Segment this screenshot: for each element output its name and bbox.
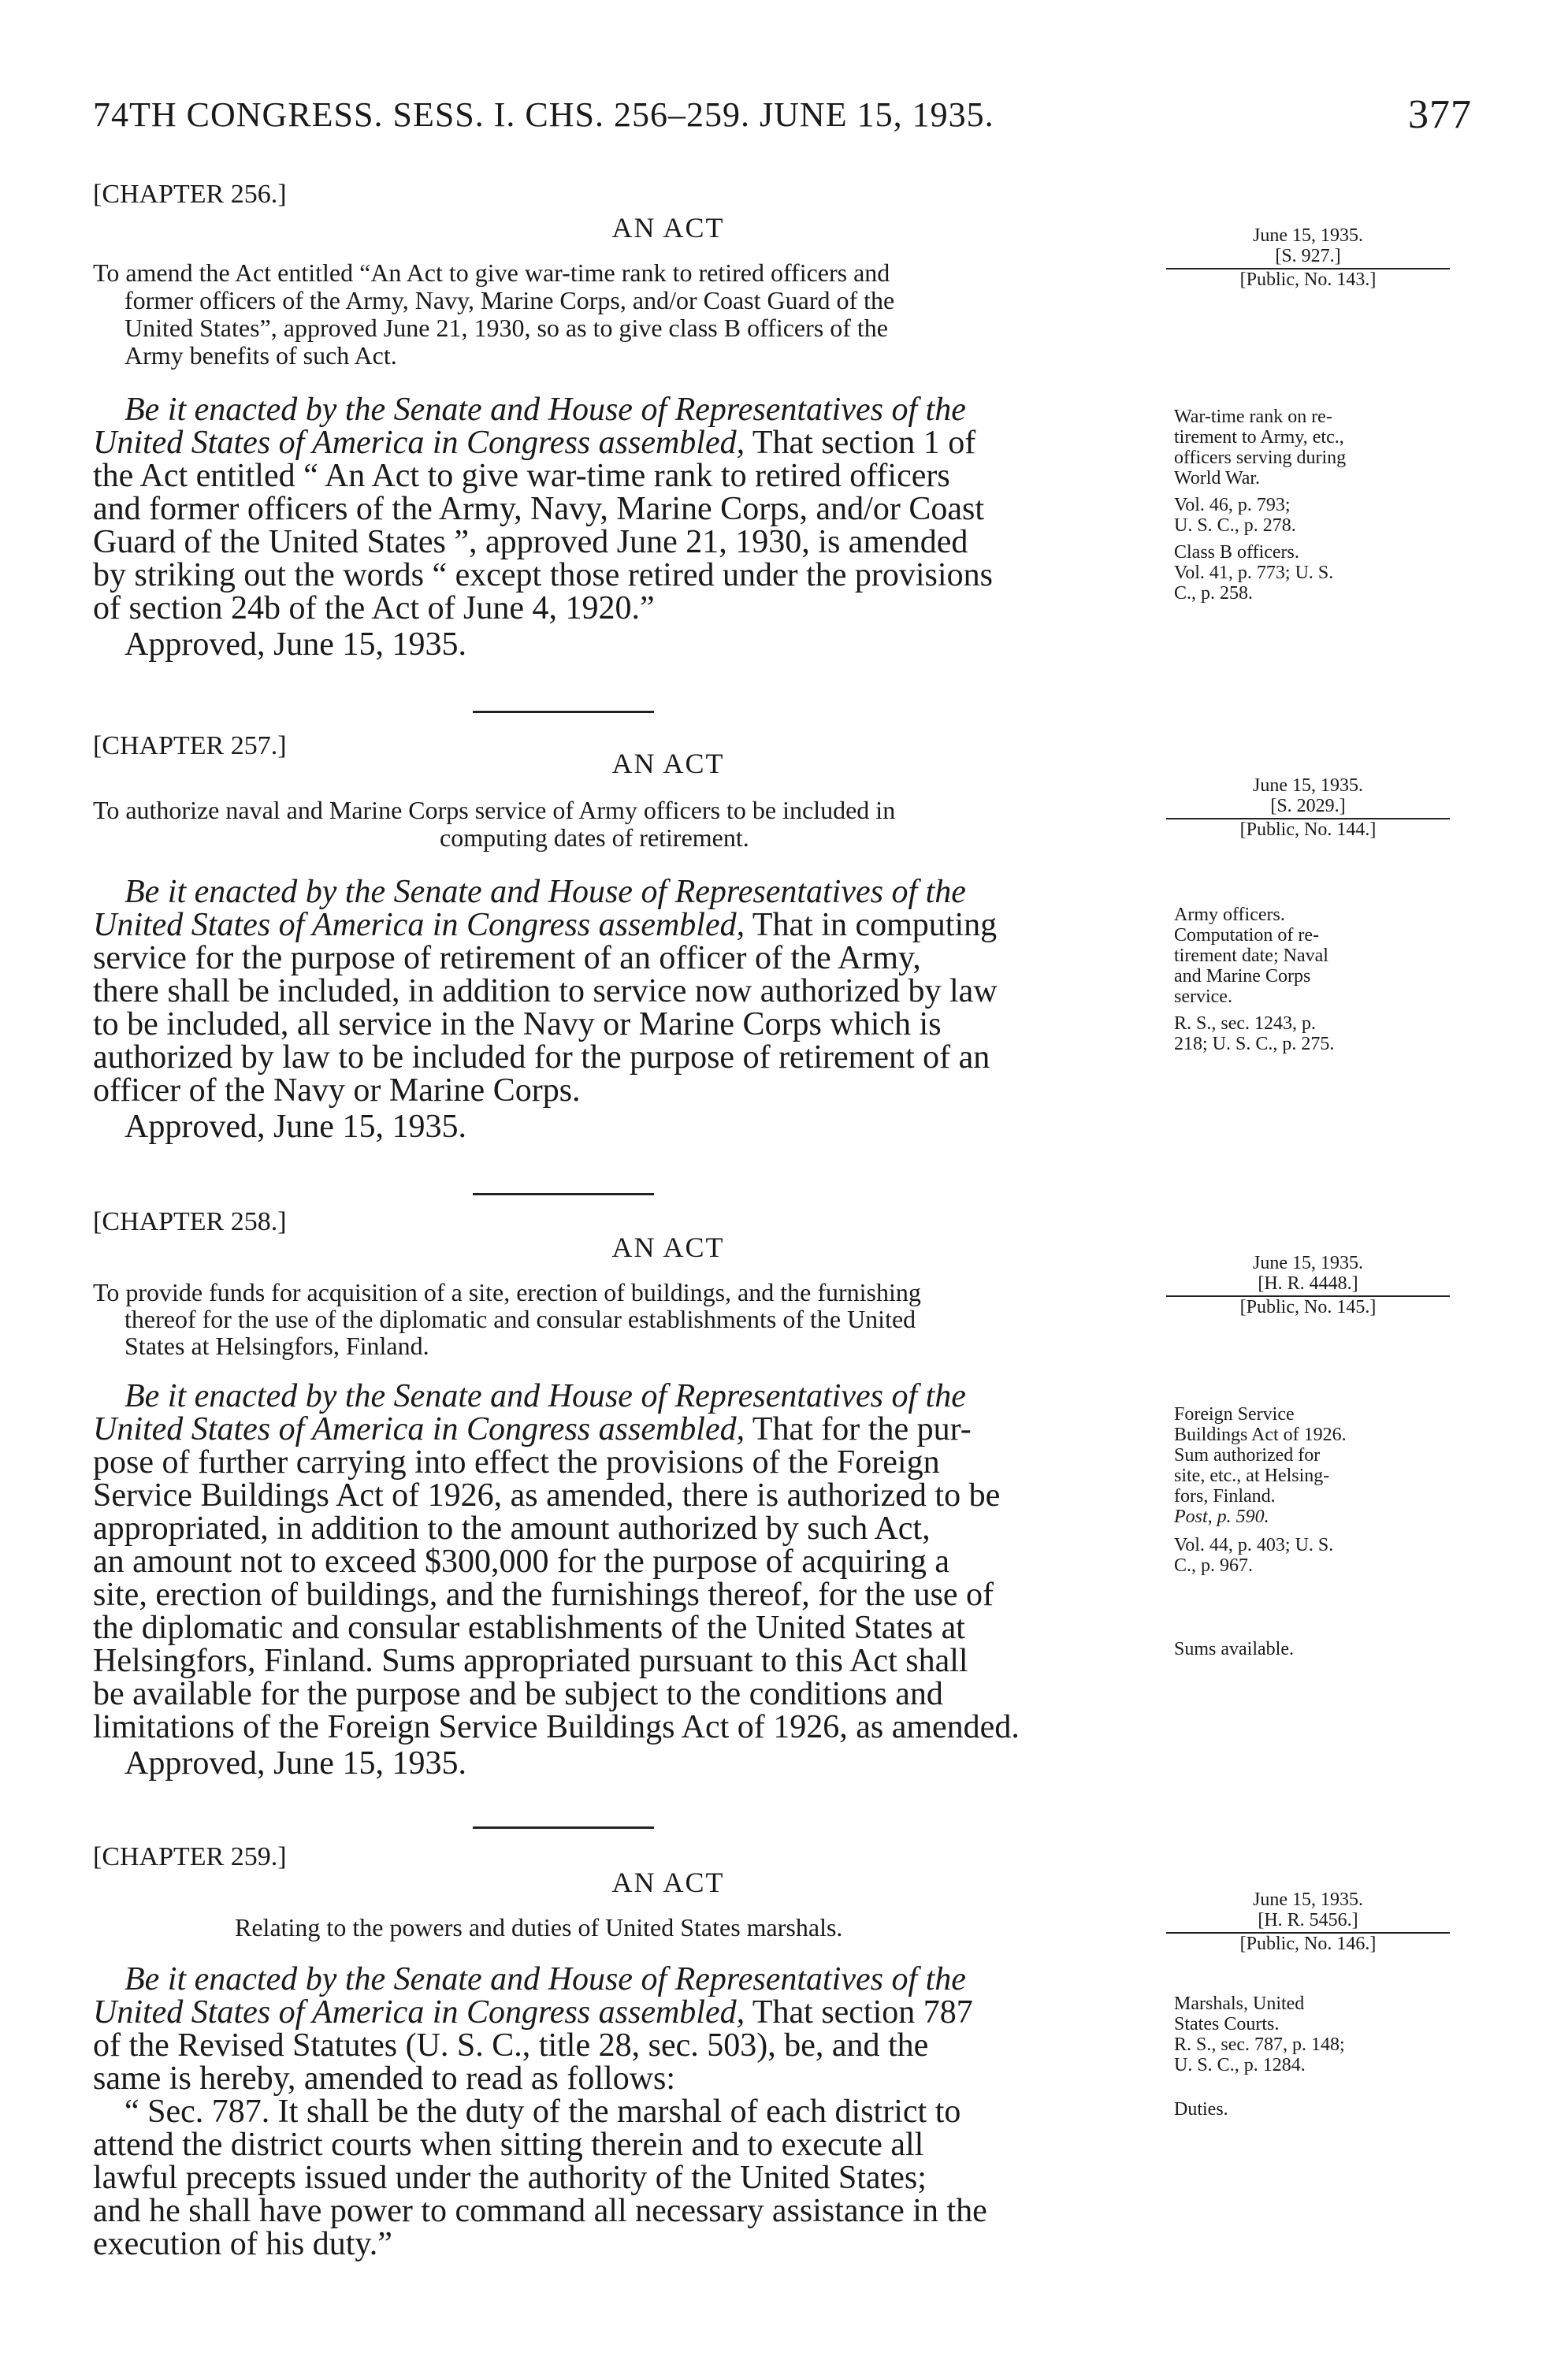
enacting-clause: Be it enacted by the Senate and House of Representatives of the bbox=[124, 874, 966, 910]
chapter-label: [CHAPTER 259.] bbox=[93, 1842, 287, 1871]
body-line: execution of his duty.” bbox=[93, 2226, 392, 2262]
body-line: United States of America in Congress assembled, That for the pur- bbox=[93, 1411, 972, 1447]
side-note: R. S., sec. 787, p. 148; bbox=[1174, 2034, 1345, 2055]
act-title: AN ACT bbox=[611, 1232, 725, 1263]
side-note: Army officers. bbox=[1174, 905, 1285, 925]
side-note: Duties. bbox=[1174, 2099, 1228, 2120]
side-note: R. S., sec. 1243, p. bbox=[1174, 1013, 1316, 1034]
side-note: Class B officers. bbox=[1174, 542, 1299, 563]
margin-box bbox=[1166, 1253, 1450, 1317]
divider-rule bbox=[473, 711, 654, 713]
side-note: War-time rank on re- bbox=[1174, 407, 1332, 427]
side-notes bbox=[1174, 407, 1473, 604]
side-note: tirement date; Naval bbox=[1174, 946, 1328, 966]
side-note: Vol. 41, p. 773; U. S. bbox=[1174, 563, 1334, 583]
margin-box bbox=[1166, 1890, 1450, 1954]
page-number: 377 bbox=[1408, 92, 1472, 137]
running-head bbox=[93, 92, 1472, 137]
body-line: Service Buildings Act of 1926, as amended, there is authorized to be bbox=[93, 1477, 1001, 1514]
body-line: officer of the Navy or Marine Corps. bbox=[93, 1072, 581, 1109]
body-line: by striking out the words “ except those retired under the provisions bbox=[93, 557, 993, 593]
side-note: C., p. 967. bbox=[1174, 1555, 1254, 1576]
margin-date: June 15, 1935. bbox=[1253, 1890, 1363, 1910]
side-notes bbox=[1174, 905, 1473, 1054]
side-note: tirement to Army, etc., bbox=[1174, 427, 1344, 448]
side-notes bbox=[1174, 2099, 1473, 2120]
approved-date: Approved, June 15, 1935. bbox=[124, 1109, 466, 1145]
act-title: AN ACT bbox=[611, 212, 725, 243]
margin-bill: [S. 2029.] bbox=[1270, 796, 1346, 816]
margin-bill: [S. 927.] bbox=[1275, 246, 1341, 266]
body-line: attend the district courts when sitting therein and to execute all bbox=[93, 2127, 924, 2163]
divider-rule bbox=[473, 1826, 654, 1829]
approved-date: Approved, June 15, 1935. bbox=[124, 1745, 466, 1782]
divider-rule bbox=[473, 1193, 654, 1195]
chapter-label: [CHAPTER 257.] bbox=[93, 731, 287, 760]
margin-bill: [H. R. 5456.] bbox=[1258, 1910, 1358, 1930]
title-line: Army benefits of such Act. bbox=[124, 341, 397, 370]
side-note: officers serving during bbox=[1174, 448, 1347, 468]
chapter-label: [CHAPTER 258.] bbox=[93, 1207, 287, 1236]
side-note: Vol. 44, p. 403; U. S. bbox=[1174, 1535, 1334, 1555]
body-line: there shall be included, in addition to service now authorized by law bbox=[93, 973, 998, 1009]
act-title: AN ACT bbox=[611, 1867, 725, 1898]
body-line: “ Sec. 787. It shall be the duty of the marshal of each district to bbox=[124, 2094, 961, 2130]
act-title: AN ACT bbox=[611, 748, 725, 779]
side-note: C., p. 258. bbox=[1174, 583, 1254, 604]
body-line: United States of America in Congress assembled, That in computing bbox=[93, 907, 998, 943]
margin-bill: [H. R. 4448.] bbox=[1258, 1273, 1358, 1294]
body-line: of the Revised Statutes (U. S. C., title 28, sec. 503), be, and the bbox=[93, 2027, 929, 2064]
body-line: authorized by law to be included for the purpose of retirement of an bbox=[93, 1039, 990, 1076]
body-line: and he shall have power to command all necessary assistance in the bbox=[93, 2193, 987, 2229]
side-note: and Marine Corps bbox=[1174, 966, 1311, 987]
body-line: United States of America in Congress assembled, That section 1 of bbox=[93, 425, 976, 461]
side-note: Sum authorized for bbox=[1174, 1445, 1321, 1466]
side-note: 218; U. S. C., p. 275. bbox=[1174, 1034, 1335, 1054]
body-line: service for the purpose of retirement of an officer of the Army, bbox=[93, 940, 921, 976]
side-note: service. bbox=[1174, 987, 1232, 1007]
body-line: appropriated, in addition to the amount authorized by such Act, bbox=[93, 1510, 931, 1547]
body-line: lawful precepts issued under the authority of the United States; bbox=[93, 2160, 927, 2196]
side-notes bbox=[1174, 1639, 1473, 1659]
title-line: former officers of the Army, Navy, Marine Corps, and/or Coast Guard of the bbox=[124, 286, 895, 314]
side-note: Marshals, United bbox=[1174, 1994, 1305, 2014]
margin-public-law: [Public, No. 143.] bbox=[1166, 268, 1450, 290]
body-line: and former officers of the Army, Navy, Marine Corps, and/or Coast bbox=[93, 491, 984, 527]
margin-public-law: [Public, No. 146.] bbox=[1166, 1932, 1450, 1954]
title-line: United States”, approved June 21, 1930, so as to give class B officers of the bbox=[124, 314, 888, 342]
body-line: limitations of the Foreign Service Buildings Act of 1926, as amended. bbox=[93, 1709, 1020, 1745]
body-line: the Act entitled “ An Act to give war-time rank to retired officers bbox=[93, 458, 950, 494]
margin-date: June 15, 1935. bbox=[1253, 225, 1363, 246]
side-note: World War. bbox=[1174, 468, 1261, 489]
title-line: States at Helsingfors, Finland. bbox=[124, 1332, 429, 1360]
body-line: be available for the purpose and be subject to the conditions and bbox=[93, 1676, 943, 1712]
title-line: thereof for the use of the diplomatic and consular establishments of the United bbox=[124, 1305, 916, 1333]
side-note: Foreign Service bbox=[1174, 1404, 1295, 1425]
enacting-clause: Be it enacted by the Senate and House of Representatives of the bbox=[124, 392, 966, 428]
body-line: site, erection of buildings, and the furnishings thereof, for the use of bbox=[93, 1577, 994, 1613]
body-line: to be included, all service in the Navy or Marine Corps which is bbox=[93, 1006, 942, 1042]
side-note: Buildings Act of 1926. bbox=[1174, 1425, 1347, 1445]
side-note: U. S. C., p. 1284. bbox=[1174, 2055, 1306, 2075]
side-note: U. S. C., p. 278. bbox=[1174, 515, 1296, 536]
chapter-label: [CHAPTER 256.] bbox=[93, 180, 287, 209]
side-note: Post, p. 590. bbox=[1174, 1507, 1269, 1527]
title-line: To amend the Act entitled “An Act to give war-time rank to retired officers and bbox=[93, 258, 890, 287]
running-head-text: 74TH CONGRESS. SESS. I. CHS. 256–259. JUNE 15, 1935. bbox=[93, 95, 994, 134]
side-notes bbox=[1174, 1404, 1473, 1576]
margin-date: June 15, 1935. bbox=[1253, 1253, 1363, 1273]
body-line: Guard of the United States ”, approved June 21, 1930, is amended bbox=[93, 524, 968, 560]
enacting-clause: Be it enacted by the Senate and House of Representatives of the bbox=[124, 1378, 966, 1414]
margin-box bbox=[1166, 225, 1450, 290]
side-note: fors, Finland. bbox=[1174, 1486, 1276, 1507]
body-line: United States of America in Congress assembled, That section 787 bbox=[93, 1994, 973, 2031]
side-notes bbox=[1174, 1994, 1473, 2075]
margin-public-law: [Public, No. 144.] bbox=[1166, 818, 1450, 840]
title-line: Relating to the powers and duties of United States marshals. bbox=[235, 1913, 843, 1942]
title-line: computing dates of retirement. bbox=[440, 823, 749, 852]
margin-public-law: [Public, No. 145.] bbox=[1166, 1295, 1450, 1317]
side-note: site, etc., at Helsing- bbox=[1174, 1466, 1330, 1486]
body-line: the diplomatic and consular establishments of the United States at bbox=[93, 1610, 965, 1646]
margin-date: June 15, 1935. bbox=[1253, 775, 1363, 796]
margin-box bbox=[1166, 775, 1450, 840]
title-line: To authorize naval and Marine Corps service of Army officers to be included in bbox=[93, 796, 896, 824]
approved-date: Approved, June 15, 1935. bbox=[124, 626, 466, 663]
side-note: Sums available. bbox=[1174, 1639, 1294, 1659]
side-note: Vol. 46, p. 793; bbox=[1174, 495, 1291, 515]
body-line: of section 24b of the Act of June 4, 1920.” bbox=[93, 590, 655, 626]
side-note: Computation of re- bbox=[1174, 925, 1319, 946]
side-note: States Courts. bbox=[1174, 2014, 1280, 2034]
body-line: pose of further carrying into effect the provisions of the Foreign bbox=[93, 1444, 940, 1481]
body-line: an amount not to exceed $300,000 for the purpose of acquiring a bbox=[93, 1544, 950, 1580]
title-line: To provide funds for acquisition of a site, erection of buildings, and the furnishing bbox=[93, 1278, 921, 1306]
enacting-clause: Be it enacted by the Senate and House of Representatives of the bbox=[124, 1961, 966, 1997]
body-line: same is hereby, amended to read as follows: bbox=[93, 2060, 676, 2097]
body-line: Helsingfors, Finland. Sums appropriated pursuant to this Act shall bbox=[93, 1643, 968, 1679]
